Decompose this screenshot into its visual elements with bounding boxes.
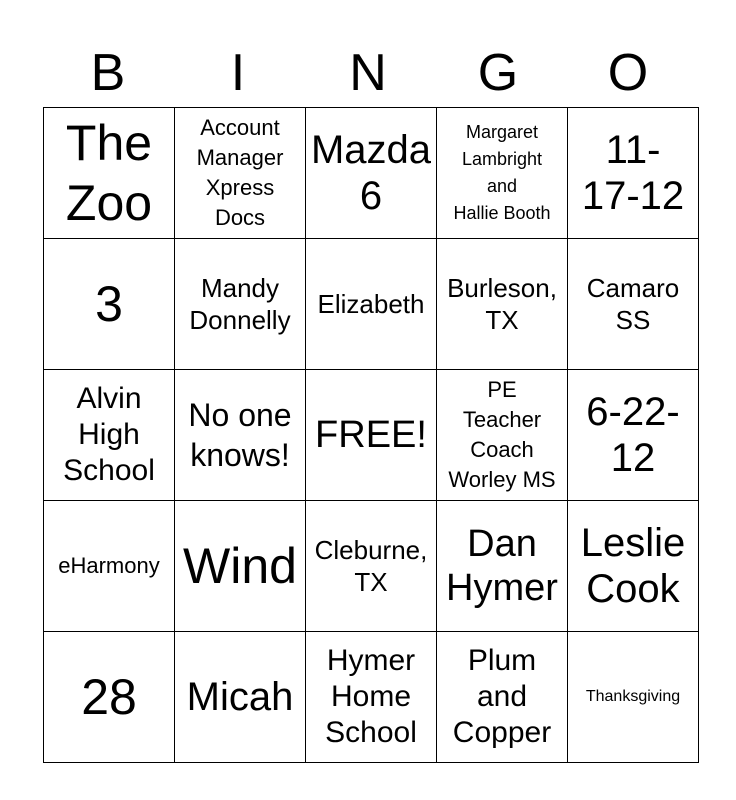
board-cell xyxy=(568,632,699,763)
cell-text: 28 xyxy=(81,669,137,725)
cell-text: The Zoo xyxy=(65,115,153,231)
cell-text: eHarmony xyxy=(58,553,160,578)
cell-text: Alvin High School xyxy=(63,382,155,487)
cell-text: Wind xyxy=(183,538,297,594)
cell-text: No one knows! xyxy=(188,397,292,473)
cell-text: Margaret Lambright and Hallie Booth xyxy=(453,122,551,223)
cell-text: Cleburne, TX xyxy=(314,535,428,597)
board-cell xyxy=(306,632,437,763)
cell-text: 11- 17-12 xyxy=(581,128,685,218)
board-cell xyxy=(44,108,175,239)
board-cell xyxy=(175,370,306,501)
board-cell xyxy=(437,632,568,763)
board-cell xyxy=(568,108,699,239)
board-cell xyxy=(568,501,699,632)
board-row xyxy=(44,108,699,239)
header-letter-o: O xyxy=(607,44,649,102)
board-cell xyxy=(568,239,699,370)
cell-text: Elizabeth xyxy=(317,289,425,319)
header-letter-n: N xyxy=(349,44,387,102)
board-cell xyxy=(175,108,306,239)
board-row xyxy=(44,239,699,370)
cell-text: Burleson, TX xyxy=(447,273,557,335)
board-cell xyxy=(437,501,568,632)
bingo-header xyxy=(43,38,693,108)
header-letter-b: B xyxy=(90,44,126,102)
cell-text: PE Teacher Coach Worley MS xyxy=(448,377,556,492)
cell-text: Camaro SS xyxy=(586,273,680,335)
cell-text: Mandy Donnelly xyxy=(189,273,291,335)
board-cell xyxy=(175,239,306,370)
header-letter-g: G xyxy=(477,44,519,102)
board-cell xyxy=(306,239,437,370)
cell-text: 6-22- 12 xyxy=(586,390,680,480)
board-cell xyxy=(568,370,699,501)
board-cell xyxy=(306,108,437,239)
board-cell xyxy=(306,501,437,632)
board-cell xyxy=(437,108,568,239)
cell-text: Plum and Copper xyxy=(452,644,552,749)
cell-text: Account Manager Xpress Docs xyxy=(196,115,284,230)
board-cell xyxy=(44,239,175,370)
free-space xyxy=(306,370,437,501)
board-row xyxy=(44,501,699,632)
board-cell xyxy=(175,632,306,763)
cell-text: Hymer Home School xyxy=(325,644,417,749)
cell-text: Leslie Cook xyxy=(580,521,686,611)
board-cell xyxy=(437,239,568,370)
board-row xyxy=(44,370,699,501)
cell-text: Mazda 6 xyxy=(310,128,432,218)
cell-text: Dan Hymer xyxy=(446,523,558,609)
bingo-board xyxy=(43,107,699,763)
cell-text: Micah xyxy=(186,675,294,719)
header-letter-i: I xyxy=(230,44,246,102)
cell-text: 3 xyxy=(95,276,123,332)
board-cell xyxy=(44,370,175,501)
board-cell xyxy=(437,370,568,501)
board-cell xyxy=(44,501,175,632)
cell-text: Thanksgiving xyxy=(585,688,681,705)
free-space-text: FREE! xyxy=(315,414,427,456)
board-cell xyxy=(44,632,175,763)
board-row xyxy=(44,632,699,763)
board-cell xyxy=(175,501,306,632)
